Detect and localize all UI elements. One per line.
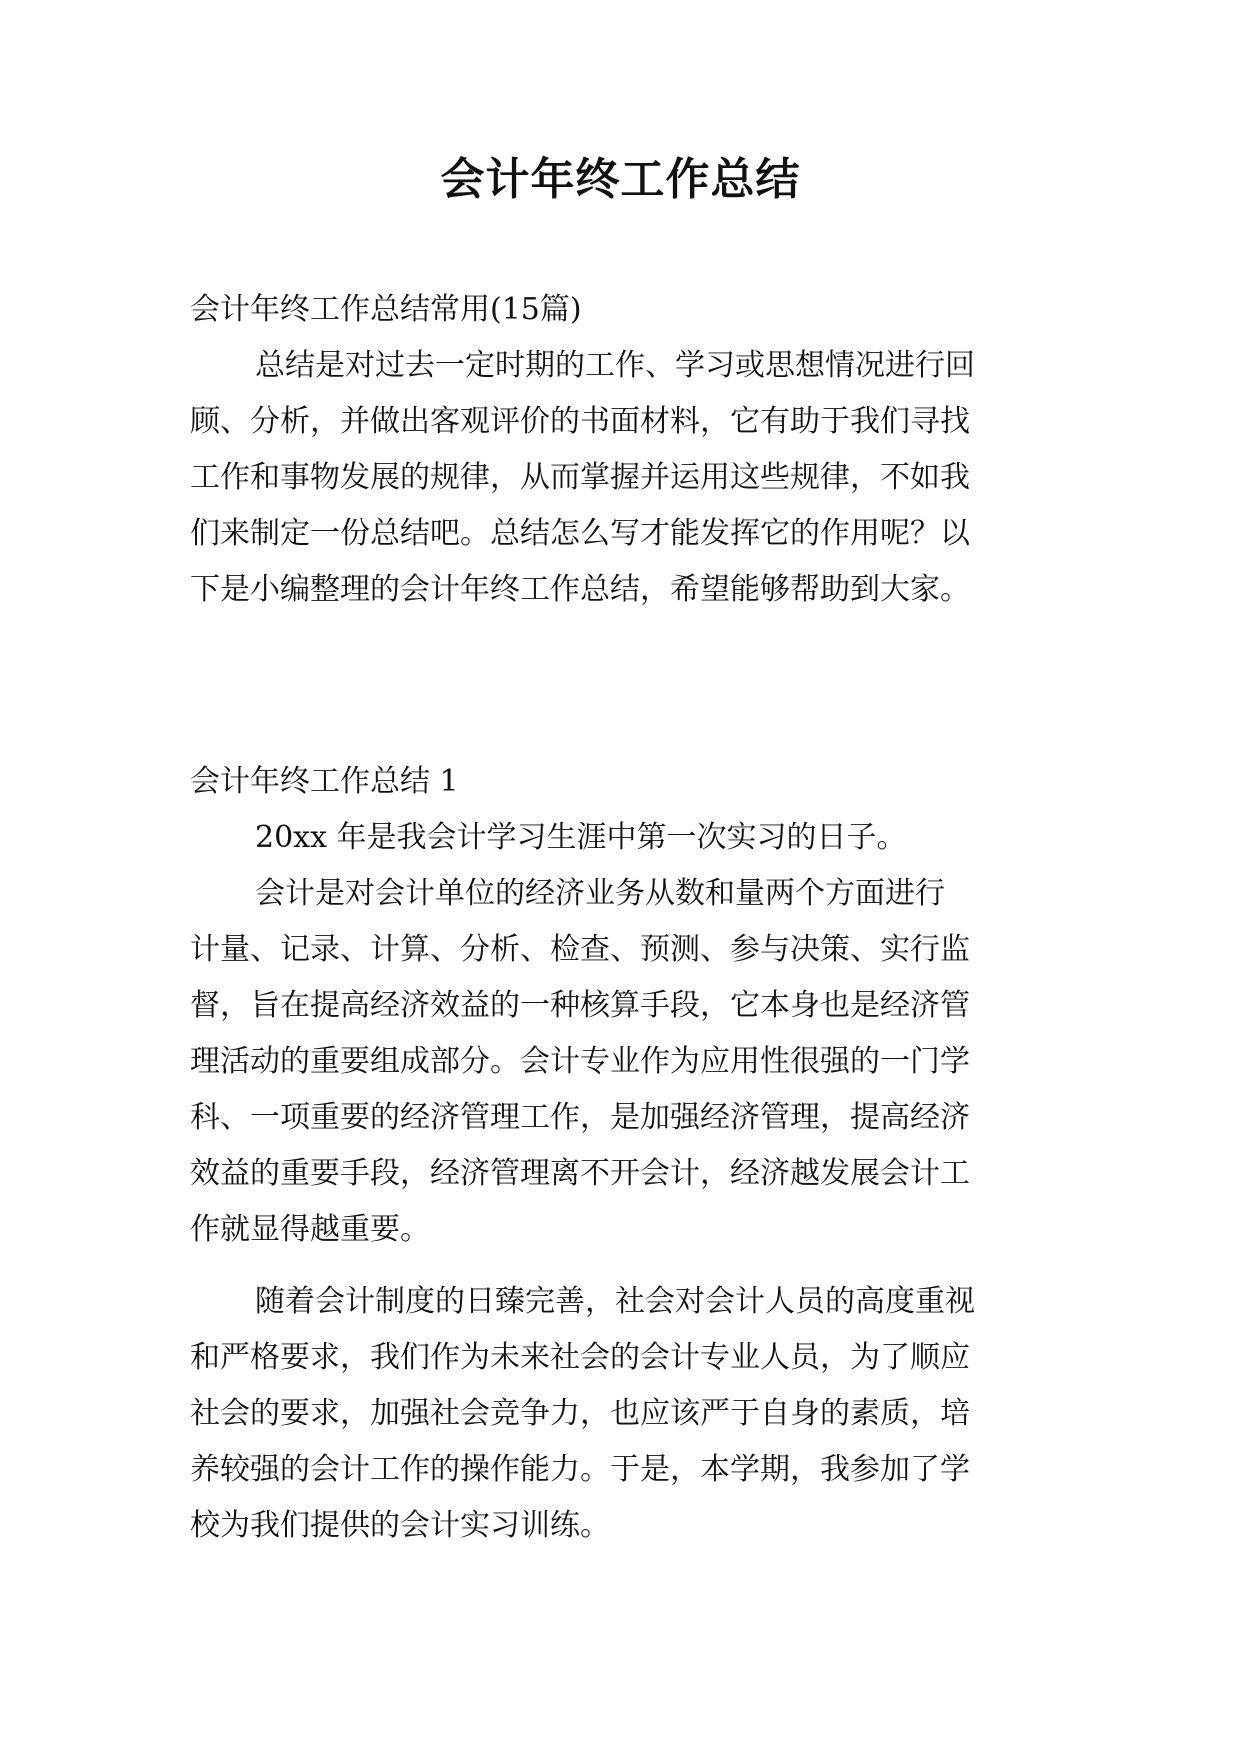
paragraph-1-line: 效益的重要手段，经济管理离不开会计，经济越发展会计工 <box>190 1156 970 1191</box>
section-first-line: 20xx 年是我会计学习生涯中第一次实习的日子。 <box>255 820 907 855</box>
intro-line: 顾、分析，并做出客观评价的书面材料，它有助于我们寻找 <box>190 404 970 439</box>
paragraph-1-line: 理活动的重要组成部分。会计专业作为应用性很强的一门学 <box>190 1044 970 1079</box>
document-title: 会计年终工作总结 <box>440 154 801 205</box>
paragraph-1-line: 作就显得越重要。 <box>190 1212 430 1247</box>
paragraph-2-line: 社会的要求，加强社会竞争力，也应该严于自身的素质，培 <box>190 1396 970 1431</box>
paragraph-1-line: 会计是对会计单位的经济业务从数和量两个方面进行 <box>255 876 945 911</box>
paragraph-2-line: 校为我们提供的会计实习训练。 <box>190 1508 610 1543</box>
intro-line: 总结是对过去一定时期的工作、学习或思想情况进行回 <box>255 348 975 383</box>
intro-line: 下是小编整理的会计年终工作总结，希望能够帮助到大家。 <box>190 572 970 607</box>
paragraph-1-line: 科、一项重要的经济管理工作，是加强经济管理，提高经济 <box>190 1100 970 1135</box>
paragraph-1-line: 督，旨在提高经济效益的一种核算手段，它本身也是经济管 <box>190 988 970 1023</box>
section-heading: 会计年终工作总结 1 <box>190 764 459 799</box>
paragraph-2-line: 和严格要求，我们作为未来社会的会计专业人员，为了顺应 <box>190 1340 970 1375</box>
paragraph-2-line: 养较强的会计工作的操作能力。于是，本学期，我参加了学 <box>190 1452 970 1487</box>
intro-line: 们来制定一份总结吧。总结怎么写才能发挥它的作用呢？以 <box>190 516 970 551</box>
document-subtitle: 会计年终工作总结常用(15篇) <box>190 292 582 327</box>
paragraph-1-line: 计量、记录、计算、分析、检查、预测、参与决策、实行监 <box>190 932 970 967</box>
intro-line: 工作和事物发展的规律，从而掌握并运用这些规律，不如我 <box>190 460 970 495</box>
paragraph-2-line: 随着会计制度的日臻完善，社会对会计人员的高度重视 <box>255 1284 975 1319</box>
